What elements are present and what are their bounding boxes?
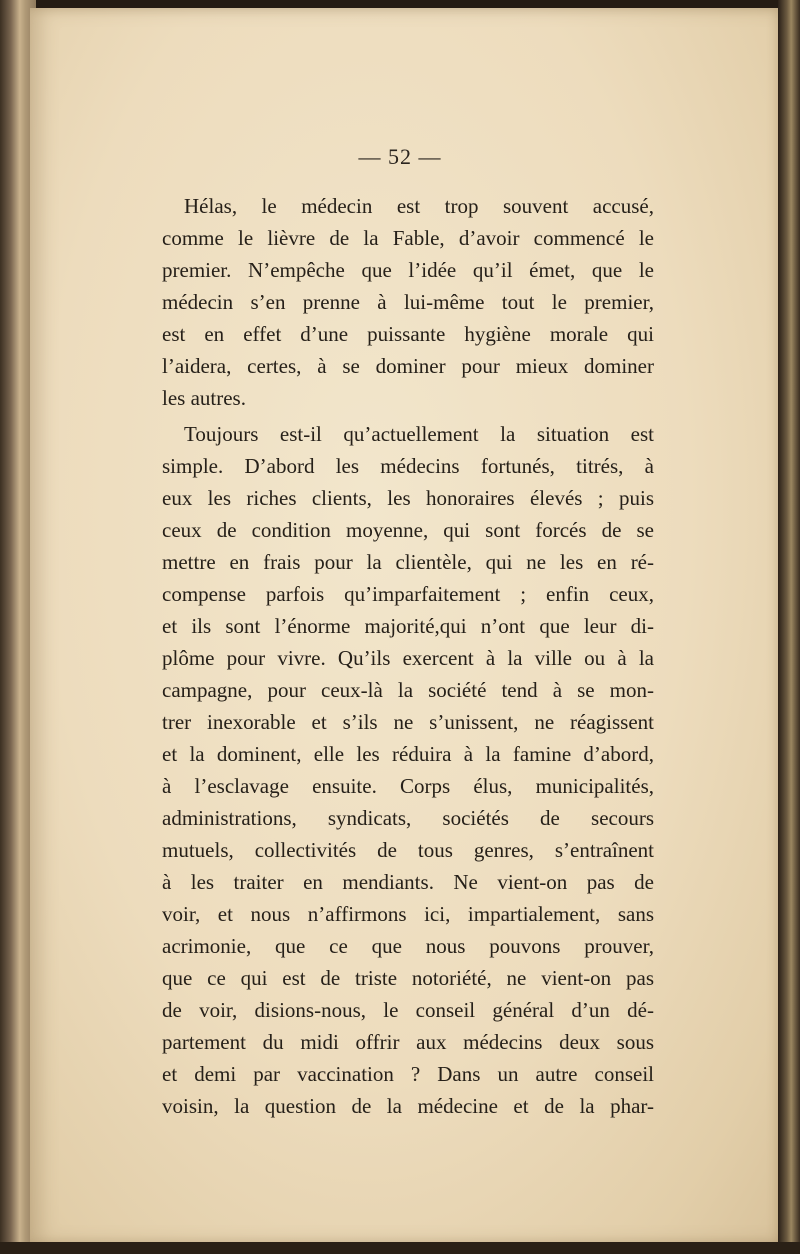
page-number: — 52 — bbox=[358, 144, 442, 169]
text-line: mutuels, collectivités de tous genres, s’entraînent bbox=[162, 838, 654, 862]
text-line: que ce qui est de triste notoriété, ne vient-on pas bbox=[162, 966, 654, 990]
text-line: médecin s’en prenne à lui-même tout le premier, bbox=[162, 290, 654, 314]
text-line: et la dominent, elle les réduira à la famine d’abord, bbox=[162, 742, 654, 766]
text-line: trer inexorable et s’ils ne s’unissent, ne réagissent bbox=[162, 710, 654, 734]
text-line: et demi par vaccination ? Dans un autre conseil bbox=[162, 1062, 654, 1086]
text-line: compense parfois qu’imparfaitement ; enfin ceux, bbox=[162, 582, 654, 606]
text-line: eux les riches clients, les honoraires élevés ; puis bbox=[162, 486, 654, 510]
text-line: acrimonie, que ce que nous pouvons prouver, bbox=[162, 934, 654, 958]
body-text bbox=[162, 190, 654, 1122]
text-line: campagne, pour ceux-là la société tend à se mon- bbox=[162, 678, 654, 702]
text-line: les autres. bbox=[162, 386, 246, 410]
text-line: de voir, disions-nous, le conseil général d’un dé- bbox=[162, 998, 654, 1022]
text-line: partement du midi offrir aux médecins deux sous bbox=[162, 1030, 654, 1054]
text-line: Toujours est-il qu’actuellement la situation est bbox=[184, 422, 654, 446]
text-line: à l’esclavage ensuite. Corps élus, municipalités, bbox=[162, 774, 654, 798]
page-edge-right bbox=[778, 0, 800, 1254]
text-line: à les traiter en mendiants. Ne vient-on pas de bbox=[162, 870, 654, 894]
text-line: voir, et nous n’affirmons ici, impartialement, sans bbox=[162, 902, 654, 926]
text-line: simple. D’abord les médecins fortunés, titrés, à bbox=[162, 454, 654, 478]
text-line: ceux de condition moyenne, qui sont forcés de se bbox=[162, 518, 654, 542]
paragraph-2 bbox=[162, 418, 654, 1122]
scan-bottom-edge bbox=[0, 1242, 800, 1254]
text-line: premier. N’empêche que l’idée qu’il émet, que le bbox=[162, 258, 654, 282]
text-line: voisin, la question de la médecine et de la phar- bbox=[162, 1094, 654, 1118]
text-line: et ils sont l’énorme majorité,qui n’ont que leur di- bbox=[162, 614, 654, 638]
text-line: Hélas, le médecin est trop souvent accusé, bbox=[184, 194, 654, 218]
paragraph-1 bbox=[162, 190, 654, 414]
text-line: comme le lièvre de la Fable, d’avoir commencé le bbox=[162, 226, 654, 250]
text-line: est en effet d’une puissante hygiène morale qui bbox=[162, 322, 654, 346]
text-line: administrations, syndicats, sociétés de secours bbox=[162, 806, 654, 830]
text-line: mettre en frais pour la clientèle, qui ne les en ré- bbox=[162, 550, 654, 574]
text-line: plôme pour vivre. Qu’ils exercent à la ville ou à la bbox=[162, 646, 654, 670]
text-line: l’aidera, certes, à se dominer pour mieux dominer bbox=[162, 354, 654, 378]
